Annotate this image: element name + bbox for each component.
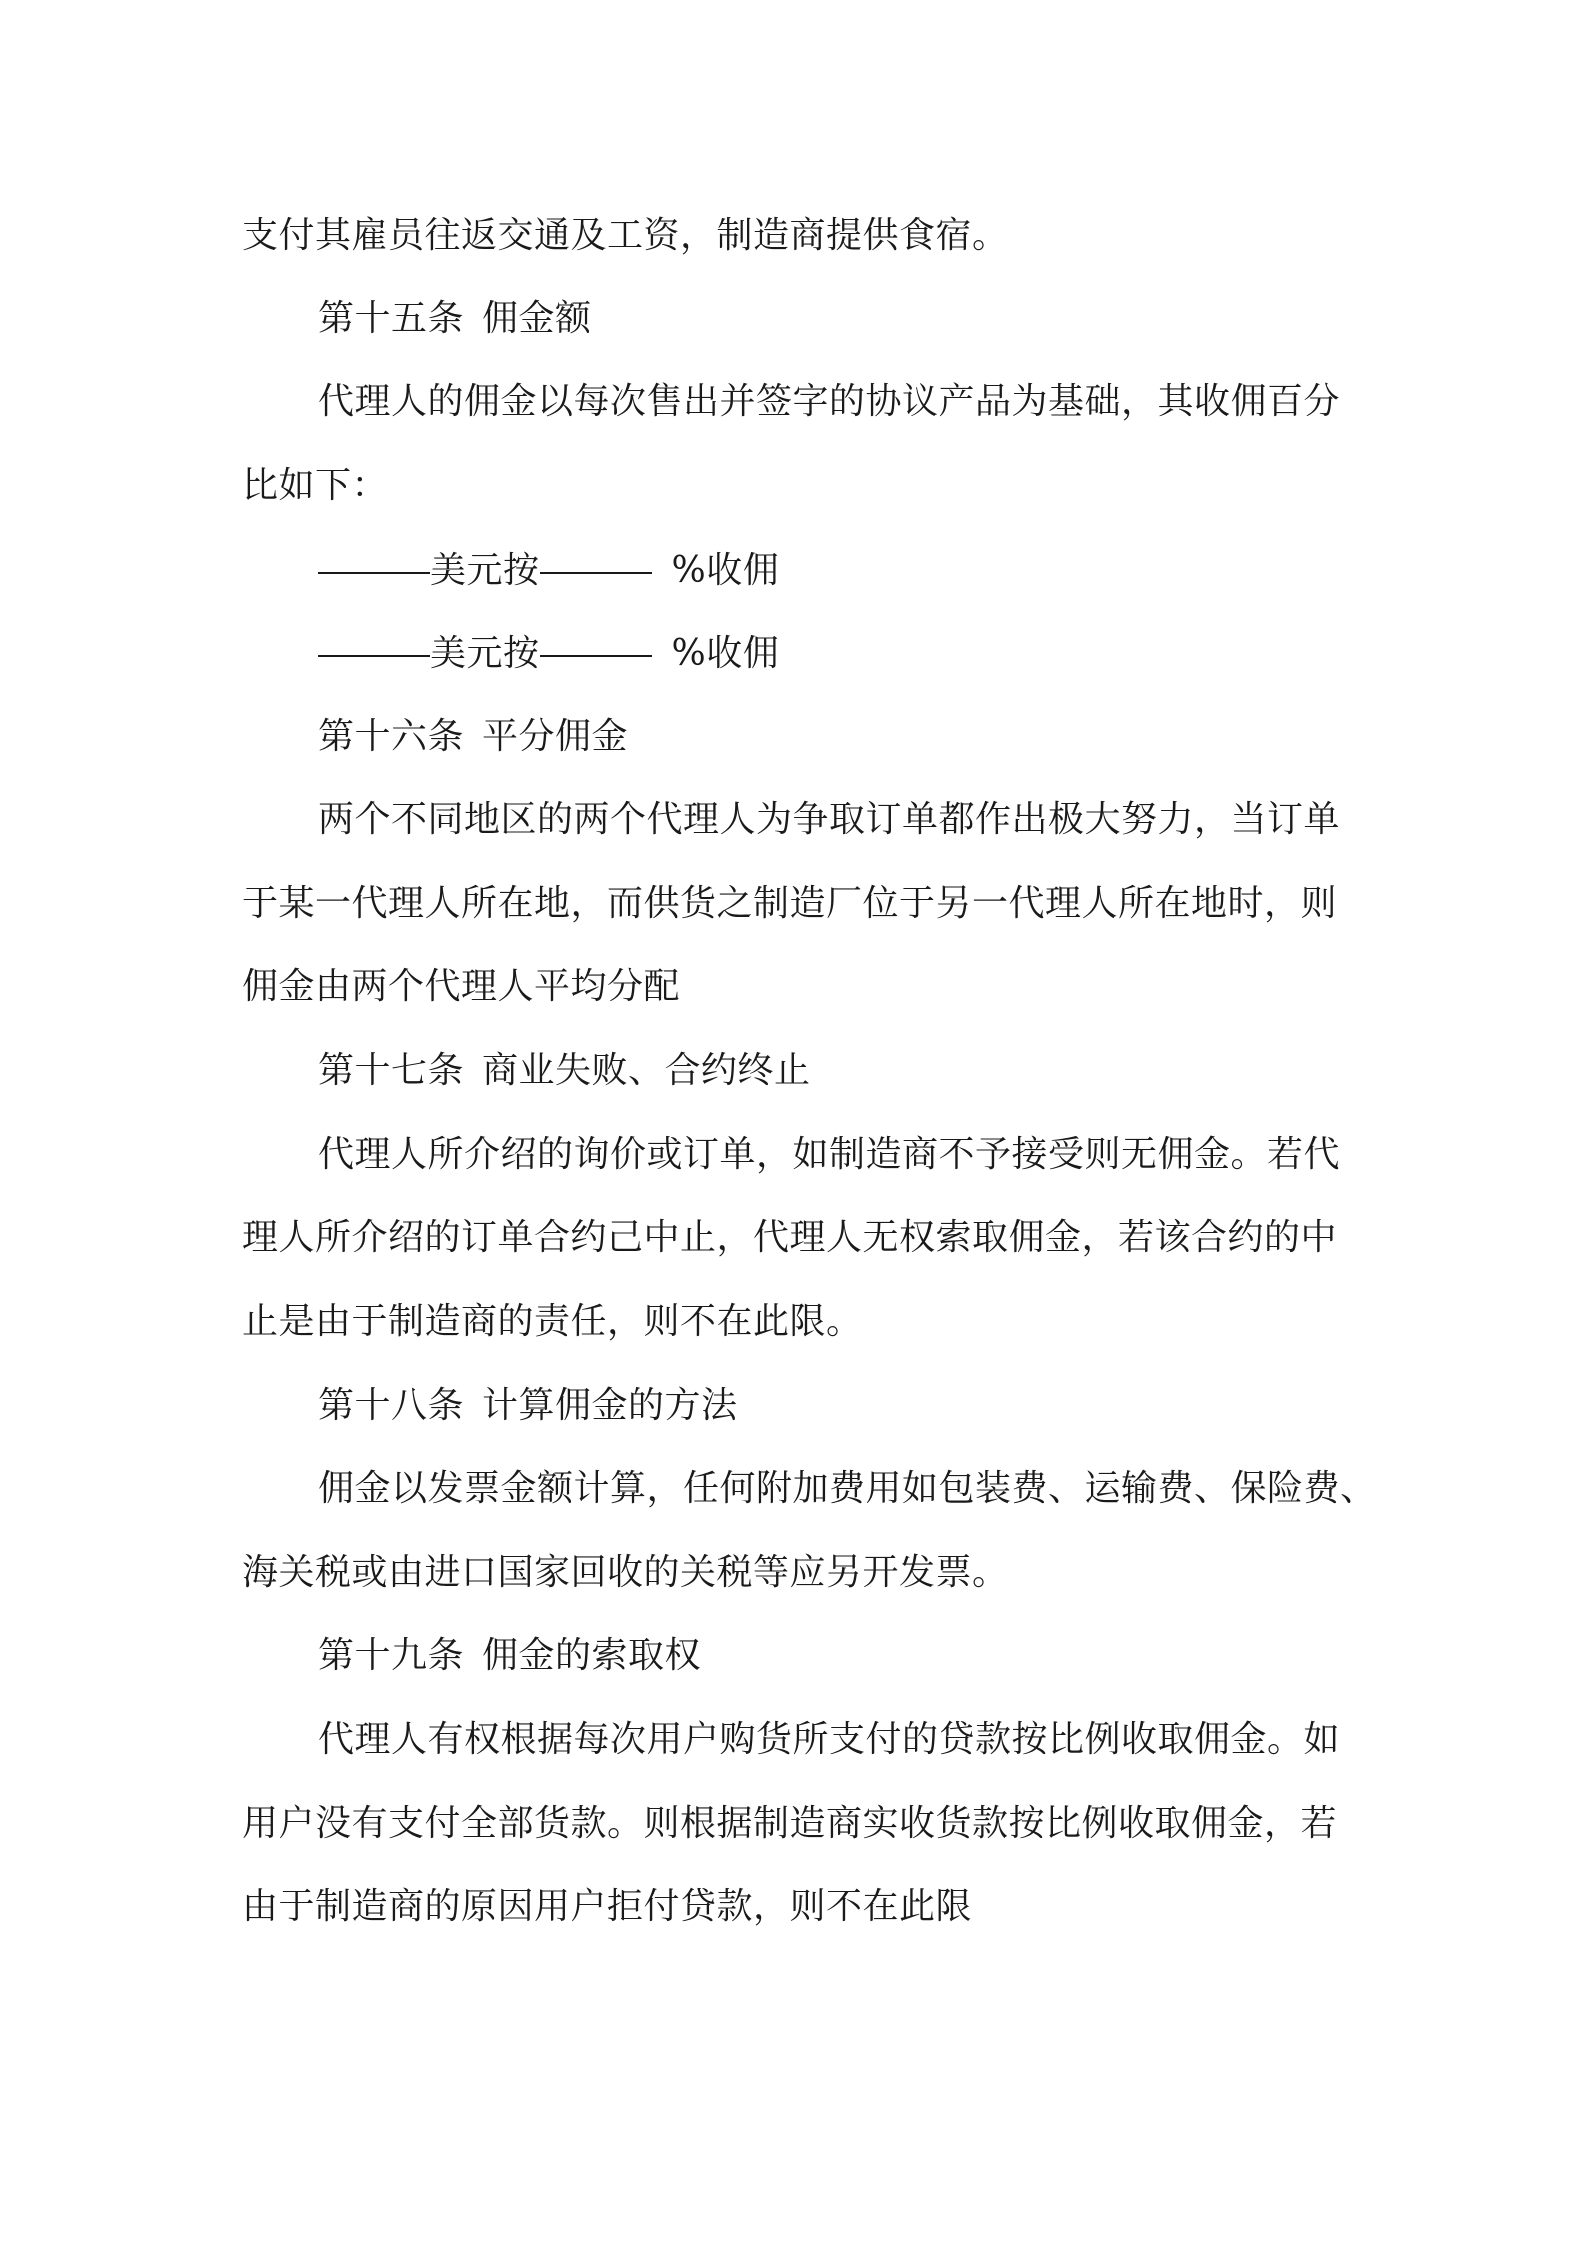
paragraph-line: 代理人所介绍的询价或订单，如制造商不予接受则无佣金。若代	[318, 1134, 1341, 1175]
article-number: 第十八条	[318, 1385, 465, 1426]
article-number: 第十七条	[318, 1050, 465, 1091]
paragraph-line: 海关税或由进口国家回收的关税等应另开发票。	[242, 1552, 1009, 1593]
article-heading-15	[318, 289, 1362, 349]
paragraph-line: 于某一代理人所在地，而供货之制造厂位于另一代理人所在地时，则	[242, 883, 1338, 924]
paragraph-line: 用户没有支付全部货款。则根据制造商实收货款按比例收取佣金，若	[242, 1803, 1338, 1844]
paragraph-line: 支付其雇员往返交通及工资，制造商提供食宿。	[242, 215, 1009, 256]
rate-blank[interactable]	[540, 615, 652, 657]
currency-label: 美元按	[430, 633, 540, 674]
paragraph-line: 由于制造商的原因用户拒付贷款，则不在此限	[242, 1886, 973, 1927]
paragraph-line: 代理人有权根据每次用户购货所支付的贷款按比例收取佣金。如	[318, 1719, 1341, 1760]
article-title: 佣金额	[482, 298, 592, 339]
rate-label: %收佣	[671, 550, 780, 591]
article-heading-17	[318, 1041, 1362, 1101]
article-title: 计算佣金的方法	[482, 1385, 738, 1426]
paragraph-line: 代理人的佣金以每次售出并签字的协议产品为基础，其收佣百分	[318, 381, 1341, 422]
rate-blank[interactable]	[540, 532, 652, 574]
currency-label: 美元按	[430, 550, 540, 591]
paragraph-line: 两个不同地区的两个代理人为争取订单都作出极大努力，当订单	[318, 799, 1341, 840]
paragraph-line: 佣金由两个代理人平均分配	[242, 966, 681, 1007]
amount-blank[interactable]	[318, 532, 430, 574]
paragraph-line: 比如下：	[242, 465, 389, 506]
commission-row	[318, 540, 1362, 600]
article-number: 第十六条	[318, 716, 465, 757]
rate-label: %收佣	[671, 633, 780, 674]
commission-row	[318, 623, 1362, 683]
article-heading-16	[318, 707, 1362, 767]
article-heading-18	[318, 1376, 1362, 1436]
amount-blank[interactable]	[318, 615, 430, 657]
article-title: 平分佣金	[482, 716, 629, 757]
article-title: 商业失败、合约终止	[482, 1050, 811, 1091]
article-heading-19	[318, 1626, 1362, 1686]
article-number: 第十五条	[318, 298, 465, 339]
article-number: 第十九条	[318, 1635, 465, 1676]
paragraph-line: 佣金以发票金额计算，任何附加费用如包装费、运输费、保险费、	[318, 1468, 1377, 1509]
paragraph-line: 止是由于制造商的责任，则不在此限。	[242, 1301, 863, 1342]
article-title: 佣金的索取权	[482, 1635, 702, 1676]
paragraph-line: 理人所介绍的订单合约己中止，代理人无权索取佣金，若该合约的中	[242, 1217, 1338, 1258]
